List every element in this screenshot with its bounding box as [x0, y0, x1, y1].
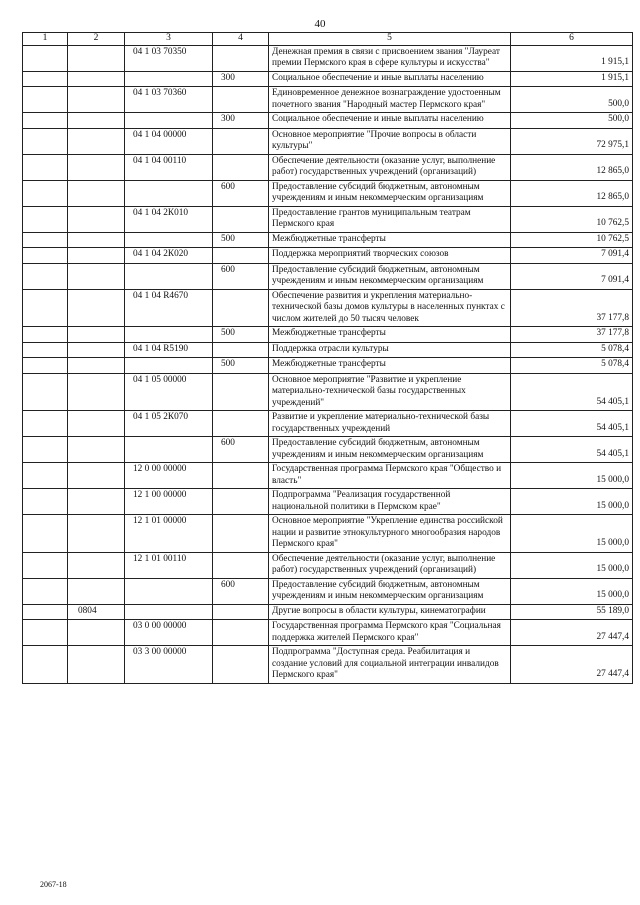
- cell-section-code: [68, 358, 125, 374]
- cell-expense-type: [213, 552, 269, 578]
- table-row: [23, 358, 633, 374]
- table-row: [23, 515, 633, 553]
- cell-col1: [23, 578, 68, 604]
- table-row: [23, 128, 633, 154]
- cell-col1: [23, 373, 68, 411]
- cell-item-name: Основное мероприятие "Прочие вопросы в области культуры": [269, 128, 511, 154]
- cell-expense-type: [213, 248, 269, 264]
- cell-amount: 500,0: [511, 87, 633, 113]
- cell-item-name: Обеспечение деятельности (оказание услуг, выполнение работ) государственных учреждений (организаций): [269, 154, 511, 180]
- cell-target-article: 12 1 01 00000: [125, 515, 213, 553]
- cell-target-article: 03 3 00 00000: [125, 646, 213, 684]
- cell-amount: 1 915,1: [511, 45, 633, 71]
- cell-target-article: 12 1 00 00000: [125, 489, 213, 515]
- cell-amount: 5 078,4: [511, 342, 633, 358]
- cell-expense-type: [213, 604, 269, 620]
- cell-amount: 10 762,5: [511, 206, 633, 232]
- table-row: [23, 620, 633, 646]
- cell-target-article: 04 1 03 70350: [125, 45, 213, 71]
- cell-col1: [23, 289, 68, 327]
- cell-amount: 15 000,0: [511, 552, 633, 578]
- table-row: [23, 552, 633, 578]
- cell-expense-type: [213, 489, 269, 515]
- cell-item-name: Другие вопросы в области культуры, кинематографии: [269, 604, 511, 620]
- cell-amount: 27 447,4: [511, 646, 633, 684]
- cell-expense-type: 300: [213, 71, 269, 87]
- budget-table: [22, 32, 633, 684]
- cell-col1: [23, 646, 68, 684]
- cell-item-name: Межбюджетные трансферты: [269, 327, 511, 343]
- cell-target-article: [125, 578, 213, 604]
- cell-item-name: Обеспечение деятельности (оказание услуг, выполнение работ) государственных учреждений (организаций): [269, 552, 511, 578]
- cell-section-code: [68, 437, 125, 463]
- cell-target-article: 04 1 03 70360: [125, 87, 213, 113]
- cell-amount: 15 000,0: [511, 463, 633, 489]
- cell-item-name: Предоставление субсидий бюджетным, автономным учреждениям и иным некоммерческим организациям: [269, 578, 511, 604]
- table-row: [23, 71, 633, 87]
- cell-amount: 37 177,8: [511, 289, 633, 327]
- cell-target-article: [125, 327, 213, 343]
- cell-section-code: [68, 232, 125, 248]
- table-row: [23, 154, 633, 180]
- cell-item-name: Социальное обеспечение и иные выплаты населению: [269, 113, 511, 129]
- cell-target-article: 12 0 00 00000: [125, 463, 213, 489]
- cell-amount: 1 915,1: [511, 71, 633, 87]
- cell-item-name: Основное мероприятие "Развитие и укрепление материально-технической базы государственных учреждений": [269, 373, 511, 411]
- cell-item-name: Государственная программа Пермского края "Социальная поддержка жителей Пермского края": [269, 620, 511, 646]
- cell-target-article: 03 0 00 00000: [125, 620, 213, 646]
- cell-section-code: [68, 342, 125, 358]
- cell-section-code: [68, 489, 125, 515]
- cell-expense-type: [213, 128, 269, 154]
- cell-target-article: [125, 180, 213, 206]
- cell-item-name: Обеспечение развития и укрепления материально-технической базы домов культуры в населенных пунктах с числом жителей до 50 тысяч человек: [269, 289, 511, 327]
- cell-expense-type: [213, 646, 269, 684]
- table-row: [23, 463, 633, 489]
- cell-col1: [23, 463, 68, 489]
- column-header: 3: [125, 33, 213, 46]
- cell-section-code: [68, 411, 125, 437]
- table-row: [23, 232, 633, 248]
- cell-expense-type: 500: [213, 327, 269, 343]
- cell-target-article: 04 1 04 R5190: [125, 342, 213, 358]
- cell-target-article: [125, 71, 213, 87]
- cell-amount: 7 091,4: [511, 263, 633, 289]
- table-row: [23, 327, 633, 343]
- table-row: [23, 180, 633, 206]
- cell-section-code: [68, 113, 125, 129]
- cell-amount: 37 177,8: [511, 327, 633, 343]
- column-header: 4: [213, 33, 269, 46]
- table-row: [23, 113, 633, 129]
- cell-amount: 55 189,0: [511, 604, 633, 620]
- cell-section-code: [68, 128, 125, 154]
- cell-item-name: Государственная программа Пермского края "Общество и власть": [269, 463, 511, 489]
- cell-expense-type: 300: [213, 113, 269, 129]
- cell-section-code: [68, 620, 125, 646]
- cell-col1: [23, 552, 68, 578]
- cell-item-name: Предоставление субсидий бюджетным, автономным учреждениям и иным некоммерческим организациям: [269, 437, 511, 463]
- cell-item-name: Предоставление грантов муниципальным театрам Пермского края: [269, 206, 511, 232]
- cell-amount: 54 405,1: [511, 373, 633, 411]
- cell-expense-type: 600: [213, 578, 269, 604]
- cell-amount: 15 000,0: [511, 489, 633, 515]
- table-row: [23, 373, 633, 411]
- cell-col1: [23, 358, 68, 374]
- cell-section-code: [68, 87, 125, 113]
- cell-item-name: Развитие и укрепление материально-технической базы государственных учреждений: [269, 411, 511, 437]
- cell-expense-type: [213, 87, 269, 113]
- cell-section-code: [68, 463, 125, 489]
- cell-col1: [23, 411, 68, 437]
- column-header-row: [23, 33, 633, 46]
- cell-amount: 10 762,5: [511, 232, 633, 248]
- cell-section-code: [68, 263, 125, 289]
- cell-col1: [23, 232, 68, 248]
- table-row: [23, 489, 633, 515]
- table-row: [23, 289, 633, 327]
- table-row: [23, 437, 633, 463]
- cell-expense-type: [213, 342, 269, 358]
- column-header: 2: [68, 33, 125, 46]
- cell-col1: [23, 248, 68, 264]
- cell-item-name: Межбюджетные трансферты: [269, 358, 511, 374]
- cell-expense-type: 600: [213, 180, 269, 206]
- cell-amount: 27 447,4: [511, 620, 633, 646]
- cell-section-code: [68, 71, 125, 87]
- cell-amount: 7 091,4: [511, 248, 633, 264]
- cell-expense-type: 600: [213, 437, 269, 463]
- cell-expense-type: [213, 206, 269, 232]
- cell-col1: [23, 342, 68, 358]
- table-row: [23, 87, 633, 113]
- cell-item-name: Подпрограмма "Реализация государственной национальной политики в Пермском крае": [269, 489, 511, 515]
- cell-target-article: [125, 358, 213, 374]
- cell-col1: [23, 87, 68, 113]
- cell-section-code: [68, 45, 125, 71]
- cell-col1: [23, 604, 68, 620]
- cell-col1: [23, 45, 68, 71]
- cell-col1: [23, 71, 68, 87]
- cell-item-name: Основное мероприятие "Укрепление единства российской нации и развитие этнокультурного многообразия народов Пермского края": [269, 515, 511, 553]
- cell-col1: [23, 180, 68, 206]
- column-header: 6: [511, 33, 633, 46]
- cell-col1: [23, 128, 68, 154]
- cell-expense-type: [213, 411, 269, 437]
- table-row: [23, 342, 633, 358]
- cell-target-article: 04 1 05 2К070: [125, 411, 213, 437]
- cell-section-code: [68, 206, 125, 232]
- cell-section-code: [68, 552, 125, 578]
- table-row: [23, 411, 633, 437]
- cell-amount: 12 865,0: [511, 154, 633, 180]
- cell-target-article: 04 1 04 2К020: [125, 248, 213, 264]
- cell-section-code: [68, 327, 125, 343]
- page-number: 40: [314, 18, 326, 30]
- cell-section-code: [68, 646, 125, 684]
- cell-col1: [23, 327, 68, 343]
- cell-target-article: [125, 113, 213, 129]
- cell-col1: [23, 113, 68, 129]
- cell-section-code: [68, 154, 125, 180]
- column-header: 1: [23, 33, 68, 46]
- cell-col1: [23, 206, 68, 232]
- cell-col1: [23, 515, 68, 553]
- table-row: [23, 578, 633, 604]
- cell-item-name: Социальное обеспечение и иные выплаты населению: [269, 71, 511, 87]
- cell-target-article: [125, 437, 213, 463]
- cell-item-name: Поддержка мероприятий творческих союзов: [269, 248, 511, 264]
- table-row: [23, 263, 633, 289]
- cell-amount: 15 000,0: [511, 515, 633, 553]
- cell-section-code: [68, 515, 125, 553]
- cell-section-code: 0804: [68, 604, 125, 620]
- cell-target-article: 04 1 04 00000: [125, 128, 213, 154]
- cell-item-name: Денежная премия в связи с присвоением звания "Лауреат премии Пермского края в сфере культуры и искусства": [269, 45, 511, 71]
- cell-expense-type: [213, 620, 269, 646]
- cell-target-article: 04 1 04 00110: [125, 154, 213, 180]
- cell-amount: 54 405,1: [511, 411, 633, 437]
- cell-target-article: 04 1 04 R4670: [125, 289, 213, 327]
- cell-col1: [23, 437, 68, 463]
- table-row: [23, 646, 633, 684]
- cell-item-name: Подпрограмма "Доступная среда. Реабилитация и создание условий для социальной интеграции инвалидов Пермского края": [269, 646, 511, 684]
- cell-item-name: Предоставление субсидий бюджетным, автономным учреждениям и иным некоммерческим организациям: [269, 180, 511, 206]
- table-row: [23, 45, 633, 71]
- cell-col1: [23, 154, 68, 180]
- cell-section-code: [68, 248, 125, 264]
- cell-target-article: [125, 604, 213, 620]
- cell-expense-type: [213, 463, 269, 489]
- cell-amount: 15 000,0: [511, 578, 633, 604]
- cell-col1: [23, 620, 68, 646]
- column-header: 5: [269, 33, 511, 46]
- cell-expense-type: 500: [213, 358, 269, 374]
- cell-col1: [23, 263, 68, 289]
- cell-target-article: [125, 263, 213, 289]
- table-row: [23, 604, 633, 620]
- cell-expense-type: [213, 373, 269, 411]
- cell-item-name: Межбюджетные трансферты: [269, 232, 511, 248]
- cell-expense-type: [213, 515, 269, 553]
- cell-amount: 12 865,0: [511, 180, 633, 206]
- cell-section-code: [68, 180, 125, 206]
- cell-amount: 500,0: [511, 113, 633, 129]
- cell-item-name: Поддержка отрасли культуры: [269, 342, 511, 358]
- cell-target-article: 04 1 05 00000: [125, 373, 213, 411]
- cell-expense-type: [213, 45, 269, 71]
- cell-target-article: 12 1 01 00110: [125, 552, 213, 578]
- cell-item-name: Предоставление субсидий бюджетным, автономным учреждениям и иным некоммерческим организациям: [269, 263, 511, 289]
- cell-expense-type: 500: [213, 232, 269, 248]
- cell-section-code: [68, 289, 125, 327]
- cell-section-code: [68, 578, 125, 604]
- cell-item-name: Единовременное денежное вознаграждение удостоенным почетного звания "Народный мастер Пермского края": [269, 87, 511, 113]
- document-footer-code: 2067-18: [40, 880, 67, 889]
- cell-section-code: [68, 373, 125, 411]
- cell-expense-type: [213, 289, 269, 327]
- table-row: [23, 248, 633, 264]
- cell-amount: 54 405,1: [511, 437, 633, 463]
- cell-target-article: 04 1 04 2К010: [125, 206, 213, 232]
- cell-amount: 72 975,1: [511, 128, 633, 154]
- cell-expense-type: 600: [213, 263, 269, 289]
- cell-expense-type: [213, 154, 269, 180]
- cell-amount: 5 078,4: [511, 358, 633, 374]
- cell-target-article: [125, 232, 213, 248]
- table-row: [23, 206, 633, 232]
- cell-col1: [23, 489, 68, 515]
